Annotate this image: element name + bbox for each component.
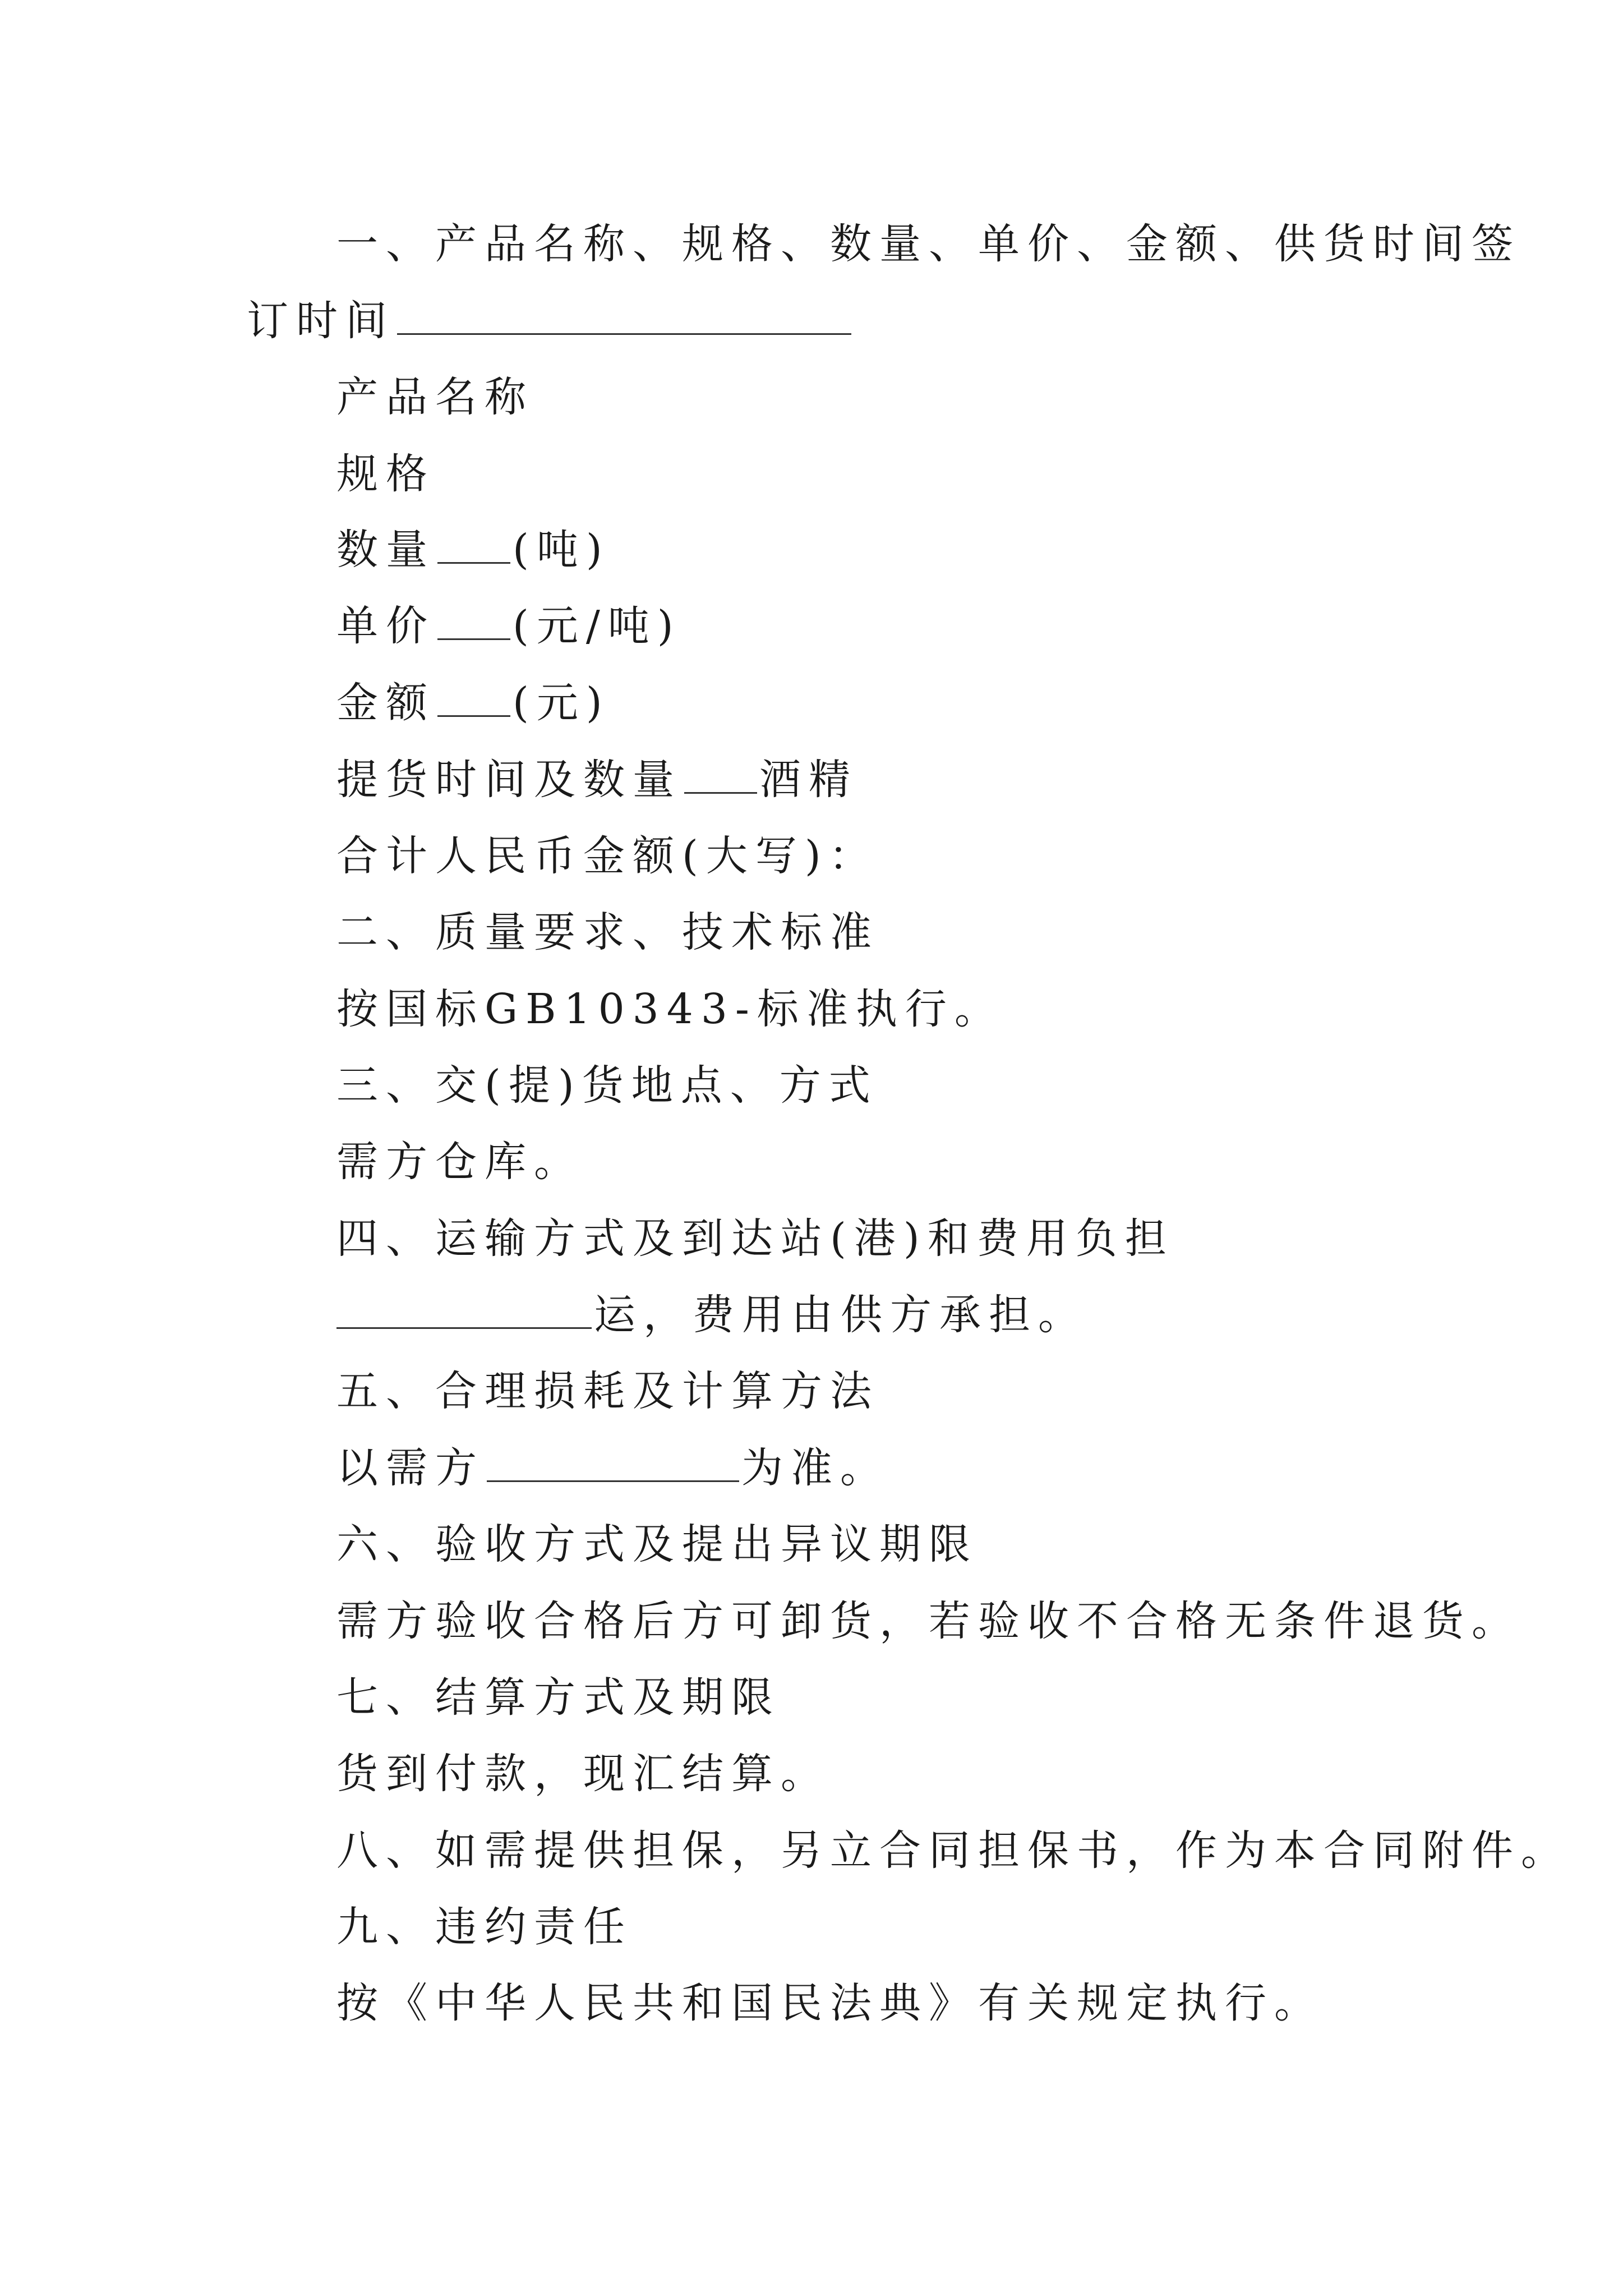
- total-amount-label: 合计人民币金额(大写)：: [336, 832, 878, 880]
- clause-8-text: 八、如需提供担保，另立合同担保书，作为本合同附件。: [336, 1826, 1570, 1875]
- clause-6-heading-text: 六、验收方式及提出异议期限: [336, 1520, 978, 1568]
- amount-label: 金额: [336, 679, 435, 727]
- clause-3-body: [336, 1134, 583, 1190]
- transport-mode-blank[interactable]: [336, 1288, 592, 1329]
- clause-7-body: [336, 1746, 830, 1802]
- clause-3-heading: [336, 1057, 878, 1114]
- clause-4-heading-text: 四、运输方式及到达站(港)和费用负担: [336, 1214, 1174, 1263]
- unit-price-blank[interactable]: [437, 599, 510, 640]
- quantity-row: [336, 522, 610, 578]
- clause-9-heading: [336, 1899, 633, 1955]
- clause-7-heading: [336, 1669, 781, 1726]
- delivery-product: 酒精: [759, 756, 858, 804]
- amount-unit: (元): [513, 679, 610, 727]
- clause-1-heading-continued: [247, 293, 854, 349]
- clause-7-heading-text: 七、结算方式及期限: [336, 1673, 781, 1722]
- clause-6-body: [336, 1593, 1521, 1649]
- clause-4-body: [336, 1287, 1087, 1343]
- clause-6-body-text: 需方验收合格后方可卸货，若验收不合格无条件退货。: [336, 1597, 1521, 1645]
- clause-5-heading-text: 五、合理损耗及计算方法: [336, 1367, 879, 1415]
- clause-5-body-pre: 以需方: [336, 1444, 485, 1492]
- clause-5-body: [336, 1440, 889, 1496]
- clause-9-heading-text: 九、违约责任: [336, 1903, 633, 1951]
- clause-5-body-post: 为准。: [741, 1444, 889, 1492]
- clause-4-body-text: 运，费用由供方承担。: [594, 1291, 1087, 1339]
- loss-calc-blank[interactable]: [487, 1441, 739, 1482]
- clause-9-body: [336, 1975, 1324, 2031]
- clause-4-heading: [336, 1211, 1174, 1267]
- total-amount-row: [336, 828, 878, 884]
- unit-price-row: [336, 598, 681, 654]
- clause-8: [336, 1823, 1570, 1879]
- clause-3-heading-text: 三、交(提)货地点、方式: [336, 1061, 878, 1110]
- amount-blank[interactable]: [437, 676, 510, 717]
- clause-2-heading: [336, 904, 879, 960]
- clause-7-body-text: 货到付款，现汇结算。: [336, 1750, 830, 1798]
- clause-6-heading: [336, 1516, 978, 1572]
- clause-3-body-text: 需方仓库。: [336, 1138, 583, 1186]
- unit-price-label: 单价: [336, 602, 435, 650]
- quantity-label: 数量: [336, 526, 435, 574]
- amount-row: [336, 675, 610, 731]
- quantity-unit: (吨): [513, 526, 610, 574]
- spec-label: 规格: [336, 450, 435, 498]
- clause-1-heading-text: 一、产品名称、规格、数量、单价、金额、供货时间签: [336, 220, 1521, 268]
- clause-1-heading: [336, 216, 1521, 272]
- clause-2-body-text: 按国标GB10343-标准执行。: [336, 985, 1004, 1033]
- clause-2-body: [336, 981, 1004, 1037]
- unit-price-unit: (元/吨): [513, 602, 681, 650]
- product-name-label: 产品名称: [336, 373, 534, 421]
- clause-9-body-text: 按《中华人民共和国民法典》有关规定执行。: [336, 1979, 1324, 2027]
- sign-time-label: 订时间: [247, 297, 395, 345]
- product-name-row: [336, 369, 534, 425]
- delivery-time-label: 提货时间及数量: [336, 756, 682, 804]
- delivery-time-row: [336, 752, 858, 808]
- spec-row: [336, 446, 435, 502]
- quantity-blank[interactable]: [437, 523, 510, 564]
- sign-time-blank[interactable]: [397, 294, 851, 335]
- delivery-time-blank[interactable]: [684, 753, 757, 794]
- clause-2-heading-text: 二、质量要求、技术标准: [336, 908, 879, 956]
- clause-5-heading: [336, 1363, 879, 1419]
